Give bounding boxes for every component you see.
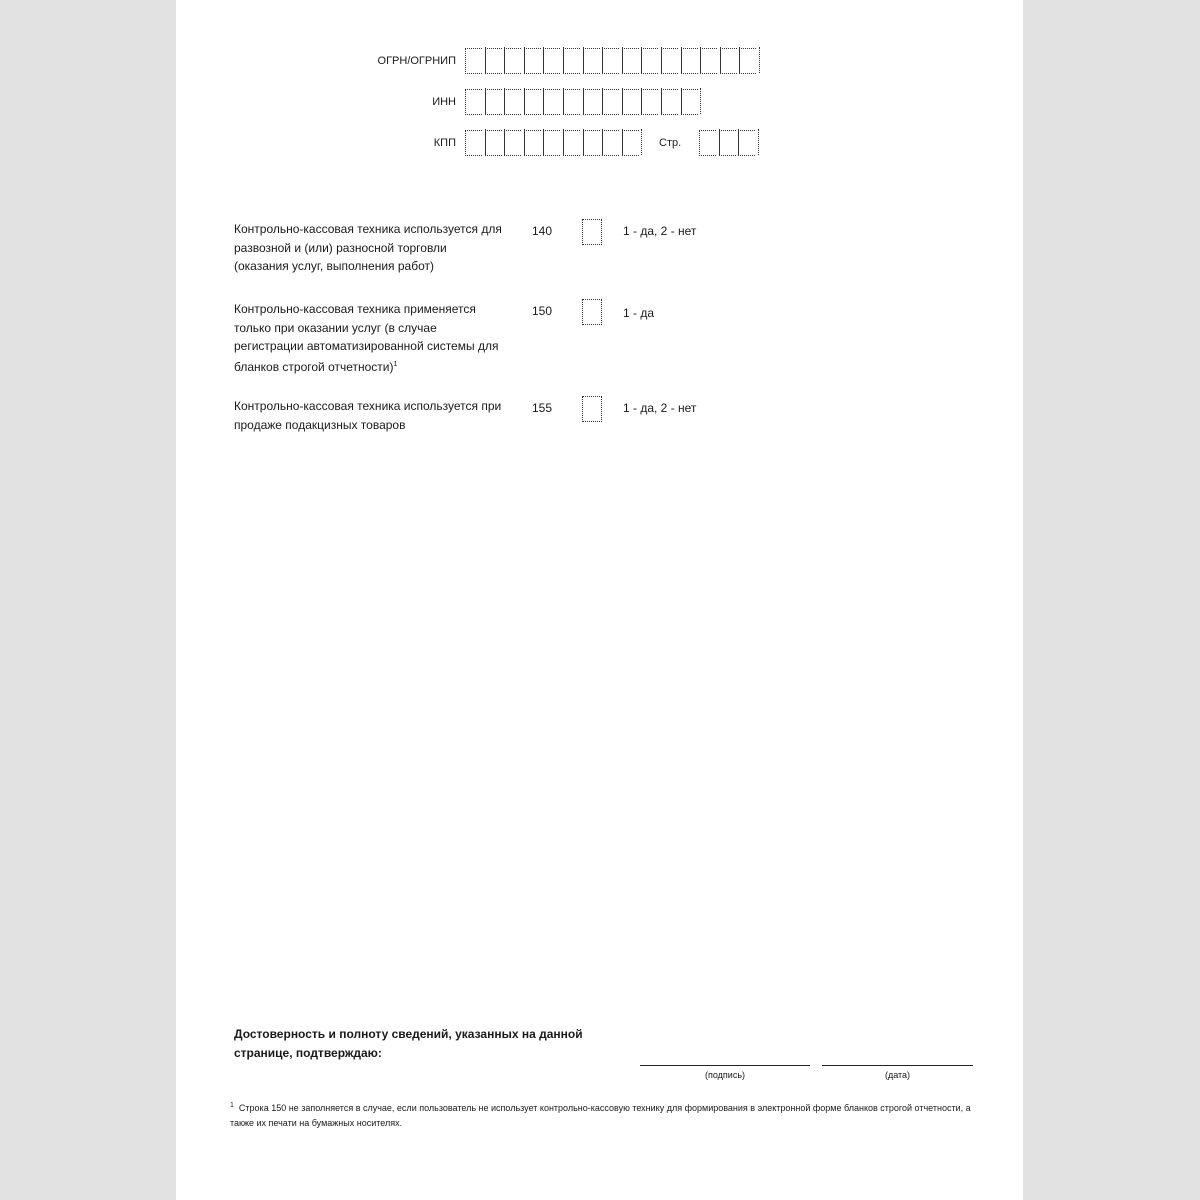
confirmation-text: Достоверность и полноту сведений, указанных на данной странице, подтверждаю: [234,1027,583,1060]
ogrn-cell[interactable] [622,48,639,74]
inn-cells[interactable] [465,89,700,115]
inn-cell[interactable] [543,89,560,115]
kpp-cell[interactable] [485,130,502,156]
inn-cell[interactable] [622,89,639,115]
inn-cell[interactable] [641,89,658,115]
ogrn-cell[interactable] [563,48,580,74]
kpp-cell[interactable] [543,130,560,156]
kpp-label: КПП [433,137,456,149]
ogrn-cell[interactable] [681,48,698,74]
question-150-options: 1 - да [623,306,655,320]
date-caption: (дата) [884,1070,911,1080]
question-155-text: Контрольно-кассовая техника используется при продаже подакцизных товаров [234,399,502,432]
page-number-label: Стр. [659,137,682,149]
inn-cell[interactable] [583,89,600,115]
question-155-options: 1 - да, 2 - нет [623,401,697,415]
inn-cell[interactable] [563,89,580,115]
form-page [176,0,1023,1200]
question-140-options: 1 - да, 2 - нет [623,224,697,238]
question-155-code: 155 [532,401,553,415]
kpp-cell[interactable] [563,130,580,156]
ogrn-cell[interactable] [700,48,717,74]
question-140-answer-box[interactable] [582,219,602,245]
question-150-code: 150 [532,304,553,318]
ogrn-cell[interactable] [465,48,482,74]
question-150-text [234,300,504,376]
inn-label: ИНН [432,96,456,108]
question-150-text-body: Контрольно-кассовая техника применяется только при оказании услуг (в случае регистрации автоматизированной системы для бланков строгой отчетности) [234,302,499,374]
ogrn-cell[interactable] [641,48,658,74]
ogrn-cell[interactable] [661,48,678,74]
inn-cell[interactable] [485,89,502,115]
question-155-answer-box[interactable] [582,396,602,422]
inn-cell[interactable] [524,89,541,115]
ogrn-cell[interactable] [485,48,502,74]
question-140-text: Контрольно-кассовая техника используется для развозной и (или) разносной торговли (оказания услуг, выполнения работ) [234,222,502,273]
ogrn-cells[interactable] [465,48,759,74]
ogrn-cell[interactable] [583,48,600,74]
inn-cell[interactable] [681,89,698,115]
ogrn-cell[interactable] [720,48,737,74]
kpp-cell[interactable] [465,130,482,156]
signature-line[interactable] [640,1065,810,1066]
page-number-cell[interactable] [719,130,736,156]
ogrn-cell[interactable] [504,48,521,74]
question-150-answer-box[interactable] [582,299,602,325]
footnote-text: Строка 150 не заполняется в случае, если пользователь не использует контрольно-кассовую технику для формирования в электронной форме бланков строгой отчетности, а также их печати на бумажных носителях. [230,1103,971,1128]
footnote-mark: 1 [230,1102,234,1109]
ogrn-cell[interactable] [739,48,756,74]
ogrn-cell[interactable] [524,48,541,74]
page-number-cells[interactable] [699,130,758,156]
inn-cell[interactable] [602,89,619,115]
kpp-cell[interactable] [504,130,521,156]
page-number-cell[interactable] [738,130,755,156]
ogrn-cell[interactable] [543,48,560,74]
kpp-cell[interactable] [602,130,619,156]
signature-caption: (подпись) [704,1070,746,1080]
ogrn-cell[interactable] [602,48,619,74]
kpp-cells[interactable] [465,130,641,156]
kpp-cell[interactable] [622,130,639,156]
question-140-code: 140 [532,224,553,238]
ogrn-label: ОГРН/ОГРНИП [377,55,456,67]
kpp-cell[interactable] [524,130,541,156]
page-number-cell[interactable] [699,130,716,156]
date-line[interactable] [822,1065,973,1066]
inn-cell[interactable] [504,89,521,115]
kpp-cell[interactable] [583,130,600,156]
inn-cell[interactable] [661,89,678,115]
footnote-ref: 1 [393,360,398,368]
inn-cell[interactable] [465,89,482,115]
footnote [230,1098,975,1131]
